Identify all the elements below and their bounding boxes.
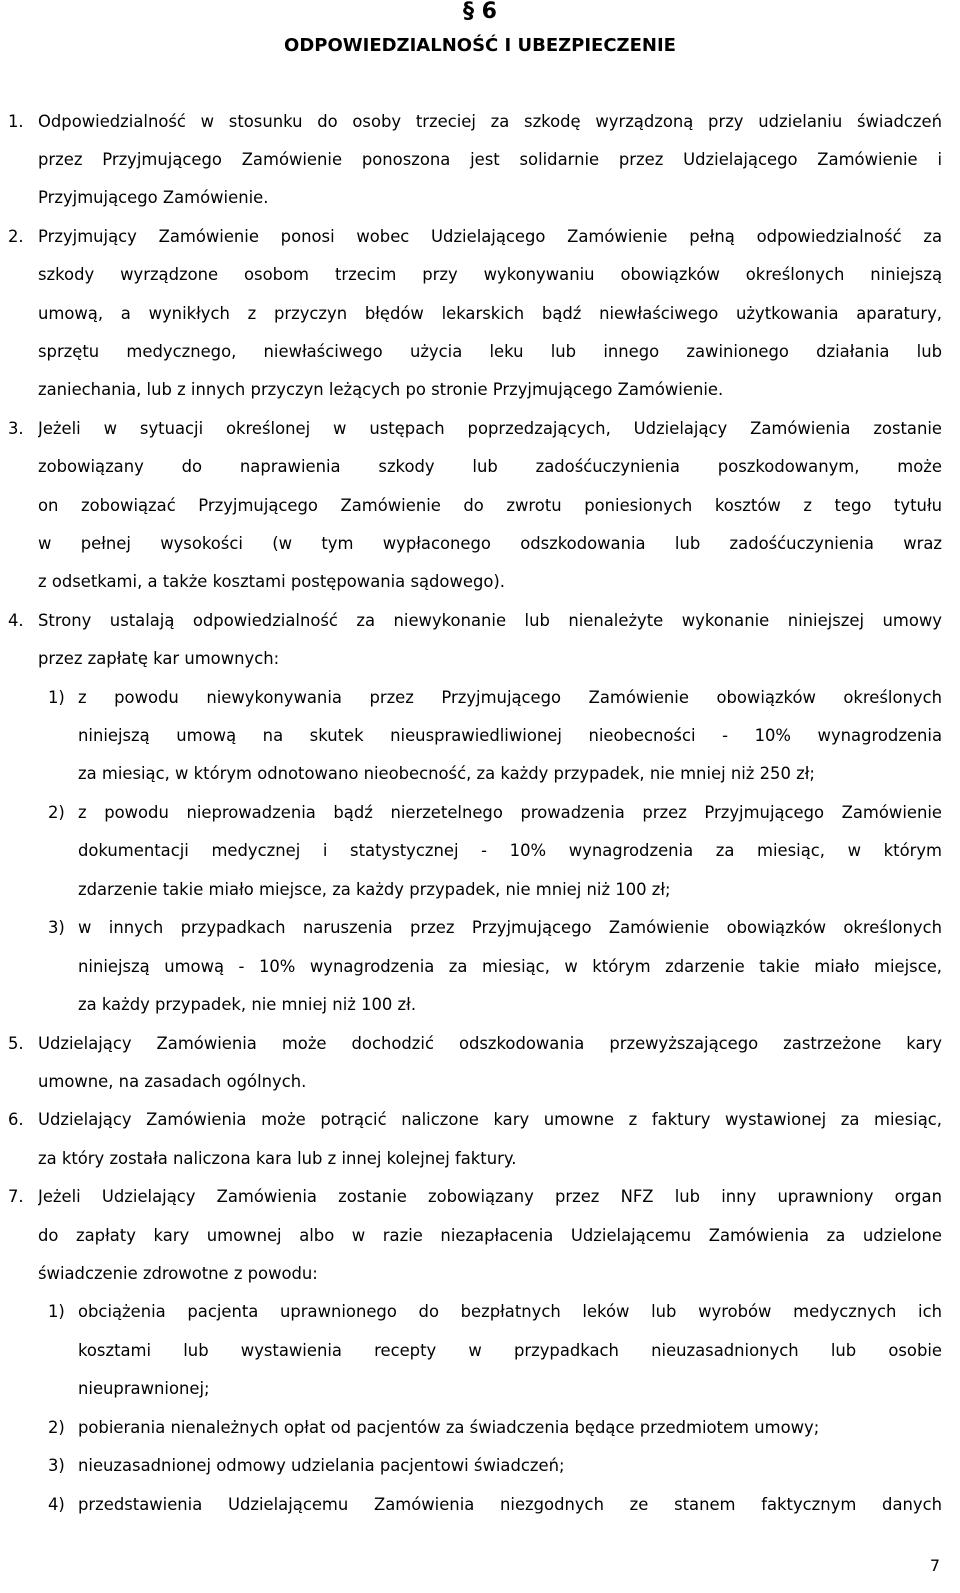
subpoint-number: 3) xyxy=(48,918,65,937)
paragraph-line: umową, a wynikłych z przyczyn błędów lekarskich bądź niewłaściwego użytkowania aparatury, xyxy=(38,304,942,323)
paragraph-line: zaniechania, lub z innych przyczyn leżących po stronie Przyjmującego Zamówienie. xyxy=(38,380,724,399)
paragraph-line: kosztami lub wystawienia recepty w przypadkach nieuzasadnionych lub osobie xyxy=(78,1341,942,1360)
paragraph-line: szkody wyrządzone osobom trzecim przy wykonywaniu obowiązków określonych niniejszą xyxy=(38,265,942,284)
paragraph-line: nieuprawnionej; xyxy=(78,1379,210,1398)
paragraph-line: Przyjmującego Zamówienie. xyxy=(38,188,269,207)
paragraph-line: niniejszą umową - 10% wynagrodzenia za miesiąc, w którym zdarzenie takie miało miejsce, xyxy=(78,957,942,976)
paragraph-line: świadczenie zdrowotne z powodu: xyxy=(38,1264,318,1283)
paragraph-line: za miesiąc, w którym odnotowano nieobecność, za każdy przypadek, nie mniej niż 250 zł; xyxy=(78,764,815,783)
paragraph-line: Jeżeli Udzielający Zamówienia zostanie zobowiązany przez NFZ lub inny uprawniony organ xyxy=(38,1187,942,1206)
point-number: 7. xyxy=(8,1187,24,1206)
paragraph-line: sprzętu medycznego, niewłaściwego użycia leku lub innego zawinionego działania lub xyxy=(38,342,942,361)
paragraph-line: obciążenia pacjenta uprawnionego do bezpłatnych leków lub wyrobów medycznych ich xyxy=(78,1302,942,1321)
paragraph-line: Przyjmujący Zamówienie ponosi wobec Udzielającego Zamówienie pełną odpowiedzialność za xyxy=(38,227,942,246)
point-number: 6. xyxy=(8,1110,24,1129)
paragraph-line: Strony ustalają odpowiedzialność za niewykonanie lub nienależyte wykonanie niniejszej umowy xyxy=(38,611,942,630)
paragraph-line: nieuzasadnionej odmowy udzielania pacjentowi świadczeń; xyxy=(78,1456,565,1475)
page-number: 7 xyxy=(929,1556,940,1575)
paragraph-line: za każdy przypadek, nie mniej niż 100 zł. xyxy=(78,995,417,1014)
paragraph-line: pobierania nienależnych opłat od pacjentów za świadczenia będące przedmiotem umowy; xyxy=(78,1418,820,1437)
point-number: 1. xyxy=(8,112,24,131)
subpoint-number: 3) xyxy=(48,1456,65,1475)
subpoint-number: 2) xyxy=(48,803,65,822)
paragraph-line: Udzielający Zamówienia może potrącić naliczone kary umowne z faktury wystawionej za miesiąc, xyxy=(38,1110,942,1129)
paragraph-line: do zapłaty kary umownej albo w razie niezapłacenia Udzielającemu Zamówienia za udzielone xyxy=(38,1226,942,1245)
paragraph-line: za który została naliczona kara lub z innej kolejnej faktury. xyxy=(38,1149,517,1168)
section-number: § 6 xyxy=(463,0,497,24)
point-number: 3. xyxy=(8,419,24,438)
paragraph-line: umowne, na zasadach ogólnych. xyxy=(38,1072,307,1091)
paragraph-line: zobowiązany do naprawienia szkody lub zadośćuczynienia poszkodowanym, może xyxy=(38,457,942,476)
paragraph-line: przedstawienia Udzielającemu Zamówienia niezgodnych ze stanem faktycznym danych xyxy=(78,1495,942,1514)
point-number: 5. xyxy=(8,1034,24,1053)
paragraph-line: Udzielający Zamówienia może dochodzić odszkodowania przewyższającego zastrzeżone kary xyxy=(38,1034,942,1053)
paragraph-line: przez Przyjmującego Zamówienie ponoszona jest solidarnie przez Udzielającego Zamówienie i xyxy=(38,150,942,169)
paragraph-line: z powodu niewykonywania przez Przyjmującego Zamówienie obowiązków określonych xyxy=(78,688,942,707)
paragraph-line: niniejszą umową na skutek nieusprawiedliwionej nieobecności - 10% wynagrodzenia xyxy=(78,726,942,745)
section-title: ODPOWIEDZIALNOŚĆ I UBEZPIECZENIE xyxy=(284,35,676,56)
point-number: 4. xyxy=(8,611,24,630)
document-page xyxy=(8,0,952,1593)
paragraph-line: zdarzenie takie miało miejsce, za każdy przypadek, nie mniej niż 100 zł; xyxy=(78,880,671,899)
subpoint-number: 1) xyxy=(48,688,65,707)
paragraph-line: z odsetkami, a także kosztami postępowania sądowego). xyxy=(38,572,505,591)
paragraph-line: on zobowiązać Przyjmującego Zamówienie do zwrotu poniesionych kosztów z tego tytułu xyxy=(38,496,942,515)
paragraph-line: Jeżeli w sytuacji określonej w ustępach poprzedzających, Udzielający Zamówienia zostanie xyxy=(38,419,942,438)
paragraph-line: w pełnej wysokości (w tym wypłaconego odszkodowania lub zadośćuczynienia wraz xyxy=(38,534,942,553)
subpoint-number: 2) xyxy=(48,1418,65,1437)
paragraph-line: dokumentacji medycznej i statystycznej - 10% wynagrodzenia za miesiąc, w którym xyxy=(78,841,942,860)
point-number: 2. xyxy=(8,227,24,246)
paragraph-line: przez zapłatę kar umownych: xyxy=(38,649,280,668)
subpoint-number: 1) xyxy=(48,1302,65,1321)
paragraph-line: w innych przypadkach naruszenia przez Przyjmującego Zamówienie obowiązków określonych xyxy=(78,918,942,937)
paragraph-line: Odpowiedzialność w stosunku do osoby trzeciej za szkodę wyrządzoną przy udzielaniu świadczeń xyxy=(38,112,942,131)
paragraph-line: z powodu nieprowadzenia bądź nierzetelnego prowadzenia przez Przyjmującego Zamówienie xyxy=(78,803,942,822)
subpoint-number: 4) xyxy=(48,1495,65,1514)
